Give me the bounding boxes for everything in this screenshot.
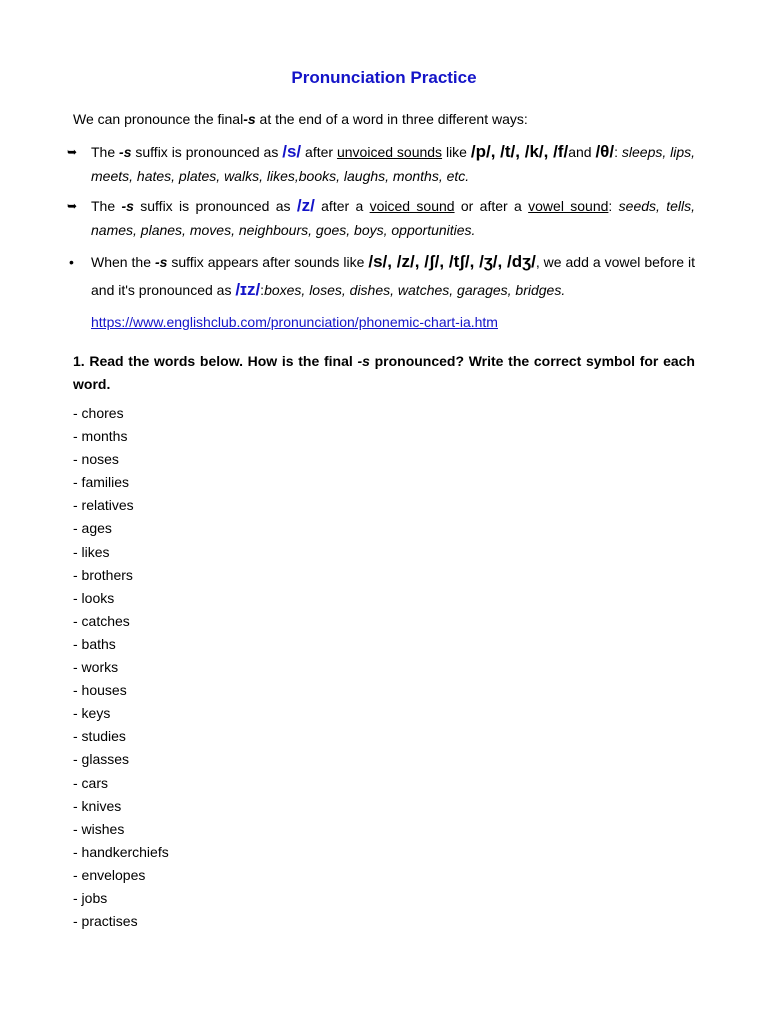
rules-list [67, 140, 696, 310]
word-item: - handkerchiefs [73, 843, 169, 860]
word-item: - works [73, 659, 119, 676]
word-item: - wishes [73, 820, 125, 837]
word-item: - practises [73, 913, 138, 930]
rule2-underlined1: voiced sound [369, 198, 455, 214]
intro-suffix: -s [243, 111, 256, 127]
rule2-suffix: -s [121, 198, 134, 214]
word-item: - glasses [73, 751, 130, 768]
bullet-arrow-icon: ➥ [67, 145, 78, 159]
rule-voiced [67, 194, 696, 242]
rule-sibilant [69, 248, 695, 304]
rule1-colon: : [614, 144, 622, 160]
word-item: - houses [73, 682, 127, 699]
rule1-t2: after [301, 144, 337, 160]
rule1-suffix: -s [119, 144, 132, 160]
intro-before: We can pronounce the final [73, 111, 244, 127]
rule2-the: The [91, 198, 122, 214]
word-item: - months [73, 428, 128, 445]
rule2-examples: seeds, tells, names, planes, moves, neighbours, goes, boys, opportunities. [91, 198, 696, 238]
rule3-symbol: /ɪz/ [235, 280, 261, 299]
word-item: - knives [73, 797, 122, 814]
question-after: pronounced? Write the correct symbol for each word. [73, 353, 695, 392]
rule2-t1: suffix is pronounced as [133, 198, 297, 214]
rule2-t2: after a [314, 198, 370, 214]
rule2-symbol: /z/ [296, 196, 315, 215]
rule1-underlined: unvoiced sounds [336, 144, 443, 160]
rule1-symbol: /s/ [282, 142, 302, 161]
word-item: - envelopes [73, 866, 146, 883]
word-item: - keys [73, 705, 111, 722]
bullet-dot-icon: • [69, 254, 74, 270]
rule2-t3: or after a [454, 198, 529, 214]
word-item: - cars [73, 774, 108, 791]
word-item: - baths [73, 635, 116, 652]
word-item: - families [73, 474, 130, 491]
rule3-when: When the [91, 254, 155, 270]
intro-after: at the end of a word in three different ways: [255, 111, 528, 127]
word-item: - jobs [73, 889, 108, 906]
word-item: - likes [73, 543, 110, 560]
word-item: - relatives [73, 497, 134, 514]
rule2-underlined2: vowel sound [528, 198, 609, 214]
word-item: - looks [73, 589, 115, 606]
rule3-examples: boxes, loses, dishes, watches, garages, bridges. [264, 282, 566, 298]
bullet-arrow-icon: ➥ [67, 199, 78, 213]
rule3-t2: , we add a vowel before it and it's pronounced as [91, 254, 695, 298]
word-item: - catches [73, 612, 130, 629]
rule2-colon: : [608, 198, 619, 214]
exercise-question [73, 350, 695, 396]
rule3-colon: : [260, 282, 265, 298]
word-item: - noses [73, 451, 119, 468]
page-title: Pronunciation Practice [291, 68, 477, 87]
rule3-t1: suffix appears after sounds like [167, 254, 369, 270]
rule1-t1: suffix is pronounced as [131, 144, 283, 160]
phonemic-chart-link[interactable]: https://www.englishclub.com/pronunciation/phonemic-chart-ia.htm [91, 314, 498, 330]
rule1-examples: sleeps, lips, meets, hates, plates, walks, likes,books, laughs, months, etc. [91, 144, 696, 184]
word-item: - brothers [73, 566, 133, 583]
rule1-and: and [568, 144, 596, 160]
rule1-sounds: /p/, /t/, /k/, /f/ [470, 142, 569, 161]
word-item: - studies [73, 728, 126, 745]
intro-text [73, 111, 528, 127]
rule1-th: /θ/ [595, 142, 615, 161]
question-suffix: -s [357, 353, 370, 369]
rule3-suffix: -s [154, 254, 168, 270]
word-item: - ages [73, 520, 112, 537]
rule-unvoiced [67, 140, 696, 188]
word-item: - chores [73, 405, 124, 421]
word-list [73, 402, 169, 933]
rule3-sounds: /s/, /z/, /ʃ/, /tʃ/, /ʒ/, /dʒ/ [368, 252, 536, 271]
question-before: 1. Read the words below. How is the final [73, 353, 358, 369]
rule1-the: The [91, 144, 120, 160]
rule1-t3: like [442, 144, 471, 160]
